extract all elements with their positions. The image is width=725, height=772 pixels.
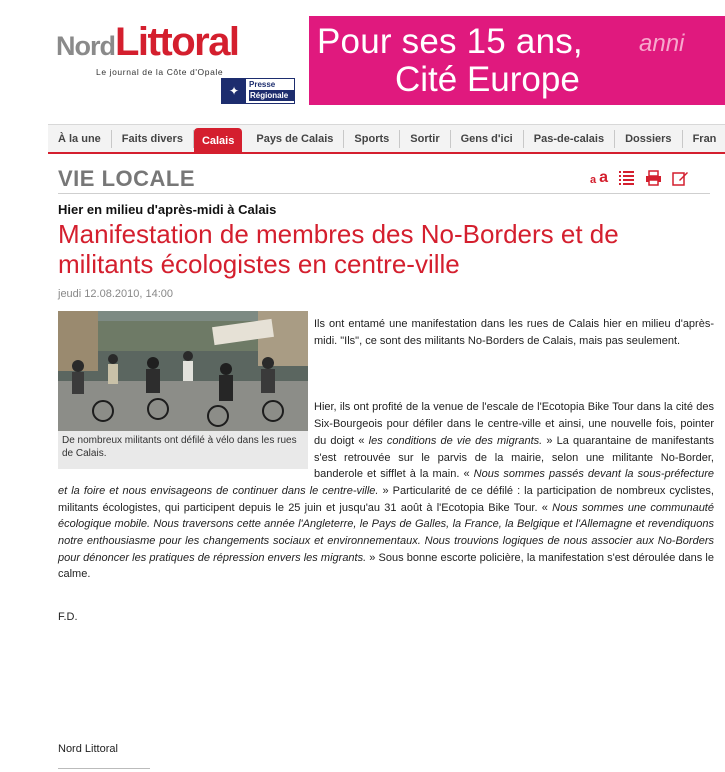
para-text-a: Hier, ils ont profité de la venue de l'escale de l'Ecotopia Bike Tour dans la cité des Six-Bourgeois pour défiler dans le centre-ville et ainsi, une nouvelle fois, pointer du doigt « [314,401,714,447]
para-text-b: » La quarantaine de manifestants s'est retrouvée sur le parvis de la mairie, selon une militante No-Border, banderole et sifflet à la main. « [314,434,714,481]
france-map-icon: ✦ [222,79,246,103]
section-divider [58,193,710,194]
nav-item-faits-divers[interactable]: Faits divers [112,130,194,148]
photo-caption: De nombreux militants ont défilé à vélo dans les rues de Calais. [62,435,297,459]
quote-3: Nous sommes une communauté écologique mobile. Nous traversons cette année l'Angleterre, le Pays de Galles, la France, la Belgique et l'Allemagne et revendiquons notre enthousiasme pour les changements sociaux et environnementaux. Nous trouvions logiques de nous associer aux No-Borders pour dénoncer les pratiques de répression envers les migrants. [58,501,714,564]
article-date: jeudi 12.08.2010, 14:00 [58,288,173,300]
para-text-c: » Particularité de ce défilé : la participation de nombreux cyclistes, militants écologistes, qui participent depuis le 25 juin et jusqu'au 31 août à l'Ecotopia Bike Tour. « [58,484,714,514]
main-nav [48,124,725,154]
edit-icon[interactable] [672,170,689,186]
footer-divider [58,768,150,769]
article-intro: Ils ont entamé une manifestation dans les rues de Calais hier en milieu d'après-midi. "Ils", ce sont des militants No-Borders de Calais, mais pas seulement. [314,318,714,347]
nav-item-sports[interactable]: Sports [344,130,400,148]
nav-item-sortir[interactable]: Sortir [400,130,450,148]
nav-item-a-la-une[interactable]: À la une [48,130,112,148]
quote-1: les conditions de vie des migrants. [368,434,543,447]
font-decrease-button[interactable]: a [590,174,597,186]
logo-littoral-text: Littoral [115,20,239,64]
nav-item-france[interactable]: Fran [683,130,725,148]
article-overtitle: Hier en milieu d'après-midi à Calais [58,202,277,217]
nav-item-pas-de-calais[interactable]: Pas-de-calais [524,130,615,148]
nav-item-dossiers[interactable]: Dossiers [615,130,682,148]
font-increase-button[interactable]: a [599,169,609,186]
nav-item-pays-de-calais[interactable]: Pays de Calais [246,130,344,148]
para-text-d: » Sous bonne escorte policière, la manifestation s'est déroulée dans le calme. [58,551,714,581]
logo-tagline: Le journal de la Côte d'Opale [96,67,224,77]
article-tools [590,170,689,186]
article-headline: Manifestation de membres des No-Borders et de militants écologistes en centre-ville [58,219,619,279]
article-signature: F.D. [58,611,78,623]
article-source: Nord Littoral [58,743,118,755]
ad-banner[interactable] [309,16,725,105]
logo-nord-text: Nord [56,31,115,61]
regionale-label: Régionale [249,90,294,101]
nav-item-gens-d-ici[interactable]: Gens d'ici [451,130,524,148]
banner-deco-text: anni [639,30,685,57]
quote-2: Nous sommes passés devant la sous-préfecture et la foire et nous envisageons de continuer dans le centre-ville. [58,468,715,497]
presse-regionale-badge [221,78,295,104]
presse-label: Presse [249,80,276,89]
banner-line-1: Pour ses 15 ans, [317,22,583,61]
list-icon[interactable] [618,170,635,186]
site-logo[interactable] [56,22,301,104]
nav-item-calais[interactable]: Calais [194,128,242,154]
print-icon[interactable] [645,170,662,186]
section-title: VIE LOCALE [58,166,196,191]
article-body [58,316,714,583]
banner-line-2: Cité Europe [395,60,580,99]
